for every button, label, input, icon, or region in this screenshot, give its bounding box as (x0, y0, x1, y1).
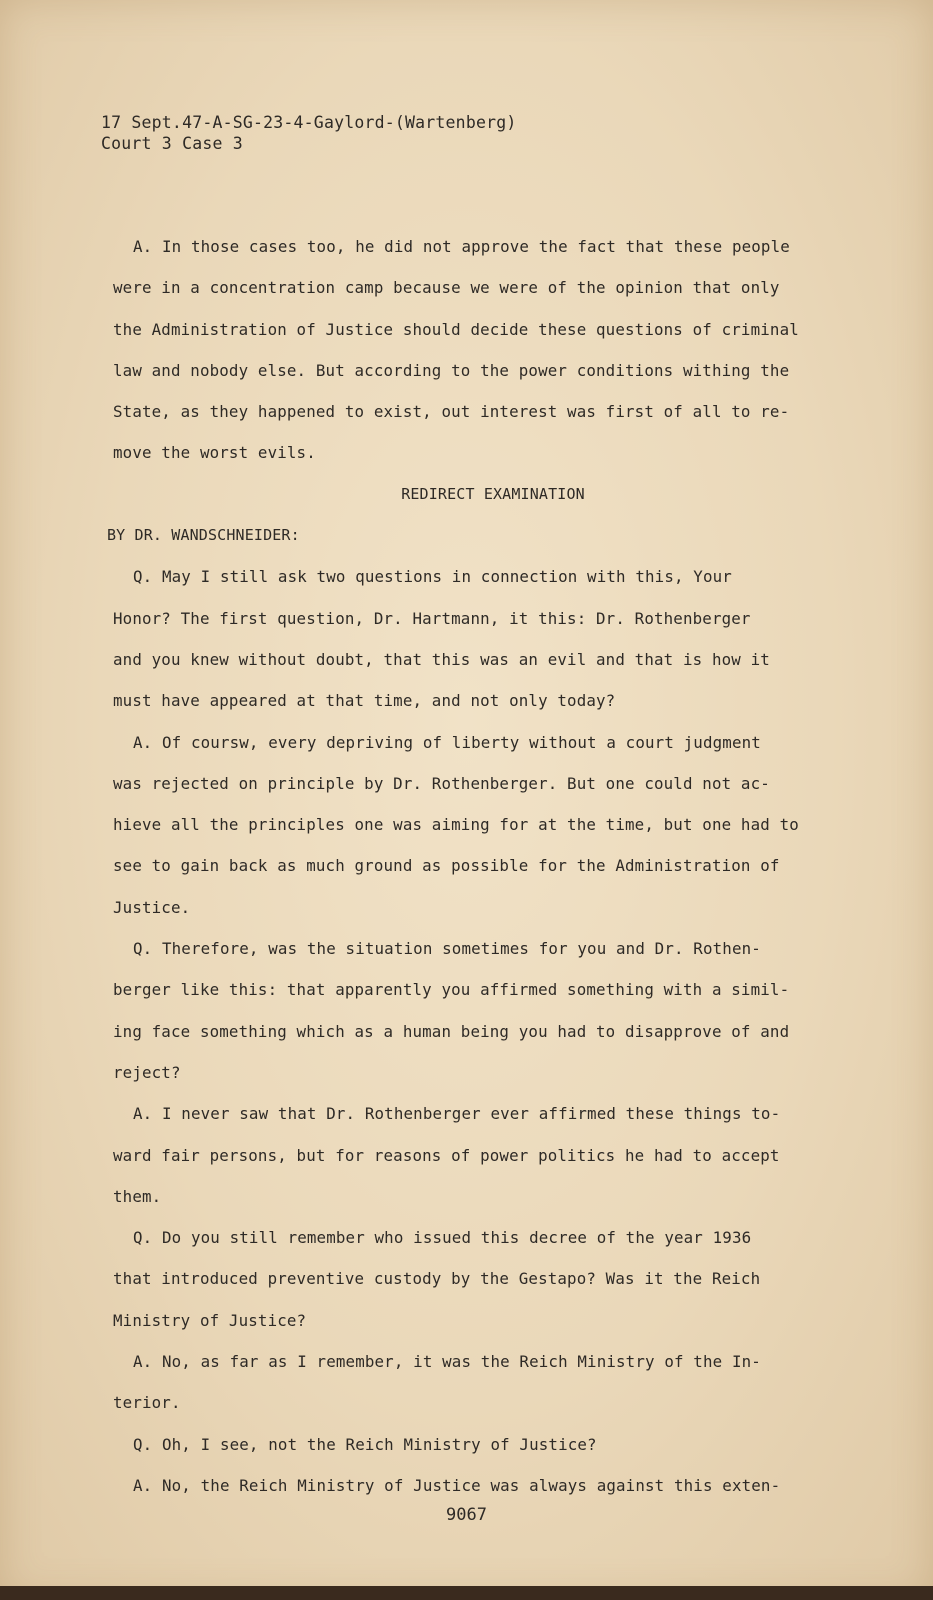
text-line: Q. Do you still remember who issued this decree of the year 1936 (133, 1228, 752, 1248)
text-line: ing face something which as a human being you had to disapprove of and (113, 1021, 790, 1041)
text-line: the Administration of Justice should decide these questions of criminal (113, 319, 799, 339)
answer-paragraph (113, 1093, 833, 1217)
text-line: ward fair persons, but for reasons of power politics he had to accept (113, 1145, 780, 1165)
text-line: A. No, the Reich Ministry of Justice was always against this exten- (133, 1475, 781, 1495)
text-line: see to gain back as much ground as possible for the Administration of (113, 856, 780, 876)
text-line: and you knew without doubt, that this was an evil and that is how it (113, 649, 770, 669)
answer-paragraph (113, 1341, 833, 1424)
text-line: terior. (113, 1393, 181, 1413)
text-line: that introduced preventive custody by the Gestapo? Was it the Reich (113, 1269, 761, 1289)
text-line: must have appeared at that time, and not only today? (113, 691, 616, 711)
text-line: reject? (113, 1062, 181, 1082)
text-line: A. Of coursw, every depriving of liberty without a court judgment (133, 732, 761, 752)
text-line: was rejected on principle by Dr. Rothenberger. But one could not ac- (113, 773, 770, 793)
question-paragraph (113, 1424, 833, 1465)
section-heading: REDIRECT EXAMINATION (401, 484, 585, 503)
text-line: A. No, as far as I remember, it was the Reich Ministry of the In- (133, 1352, 761, 1372)
answer-paragraph (113, 1465, 833, 1506)
text-line: A. In those cases too, he did not approve the fact that these people (133, 237, 790, 256)
text-line: Honor? The first question, Dr. Hartmann, it this: Dr. Rothenberger (113, 608, 751, 628)
text-line: berger like this: that apparently you affirmed something with a simil- (113, 980, 790, 1000)
page-number: 9067 (446, 1505, 487, 1525)
scan-bottom-edge (0, 1586, 933, 1600)
text-line: A. I never saw that Dr. Rothenberger ever affirmed these things to- (133, 1104, 781, 1124)
text-line: hieve all the principles one was aiming for at the time, but one had to (113, 815, 799, 835)
text-line: State, as they happened to exist, out interest was first of all to re- (113, 402, 790, 422)
text-line: Q. Oh, I see, not the Reich Ministry of Justice? (133, 1434, 597, 1454)
text-line: Justice. (113, 897, 191, 917)
answer-paragraph (113, 722, 833, 928)
document-header (101, 112, 517, 154)
text-line: move the worst evils. (113, 443, 316, 463)
text-line: Ministry of Justice? (113, 1310, 307, 1330)
text-line: Q. Therefore, was the situation sometimes for you and Dr. Rothen- (133, 939, 761, 959)
question-paragraph (113, 1217, 833, 1341)
header-reference-line: 17 Sept.47-A-SG-23-4-Gaylord-(Wartenberg) (101, 113, 517, 132)
examiner-line: BY DR. WANDSCHNEIDER: (107, 526, 300, 545)
transcript-body (107, 226, 833, 1506)
text-line: were in a concentration camp because we were of the opinion that only (113, 278, 780, 298)
question-paragraph (113, 928, 833, 1093)
text-line: Q. May I still ask two questions in connection with this, Your (133, 567, 732, 587)
text-line: law and nobody else. But according to the power conditions withing the (113, 360, 790, 380)
answer-paragraph (113, 226, 833, 474)
text-line: them. (113, 1186, 162, 1206)
header-court-line: Court 3 Case 3 (101, 134, 243, 153)
question-paragraph (113, 556, 833, 721)
